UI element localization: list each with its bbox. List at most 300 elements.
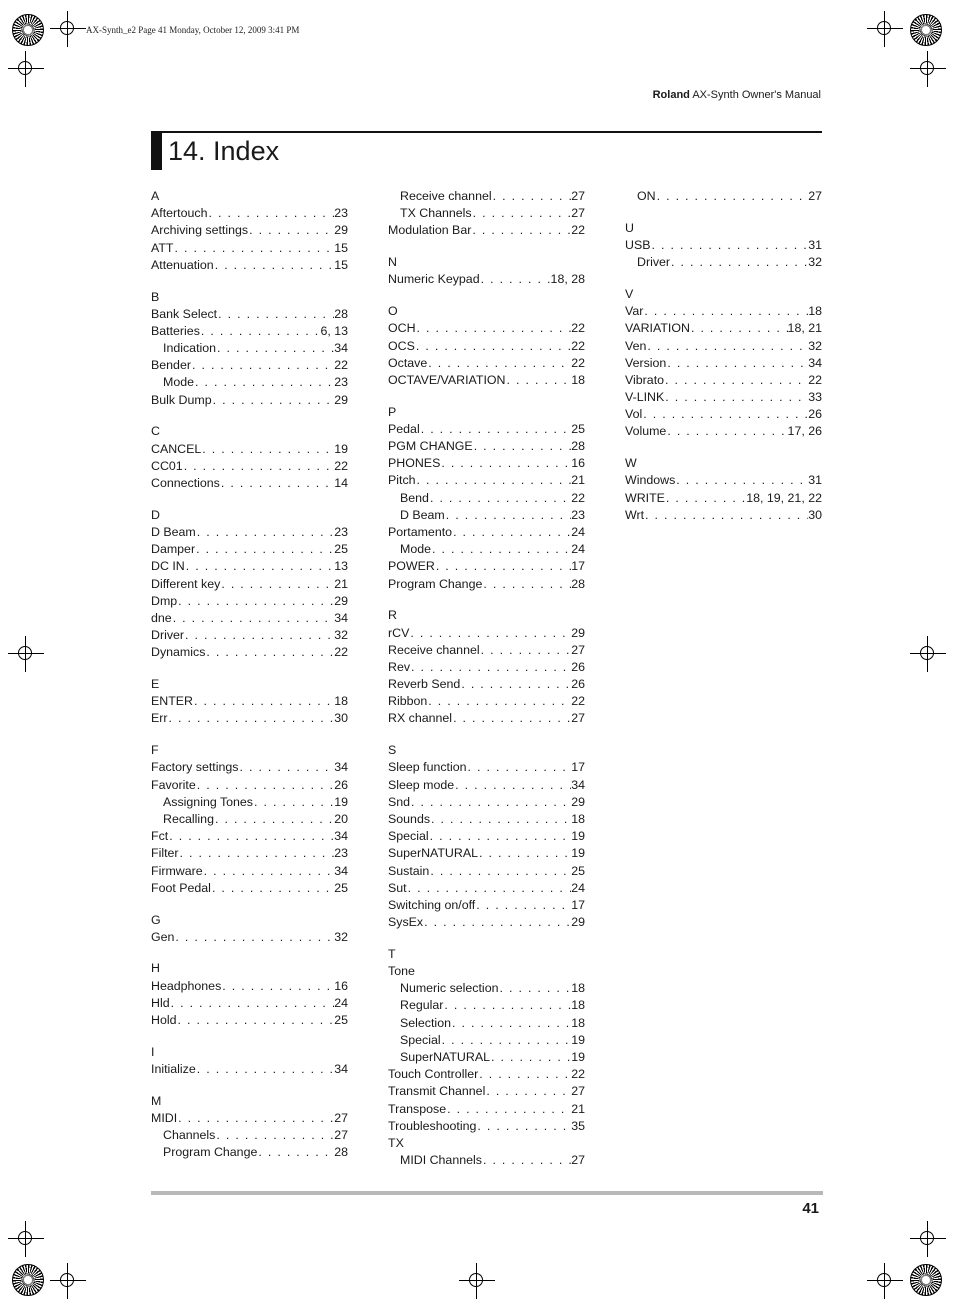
entry-term: Dmp bbox=[151, 593, 178, 608]
dot-leader bbox=[644, 507, 808, 524]
entry-page: 34 bbox=[334, 760, 348, 775]
dot-leader bbox=[215, 1127, 334, 1144]
dot-leader bbox=[664, 389, 808, 406]
entry-term: V-LINK bbox=[625, 390, 665, 405]
index-entry bbox=[151, 828, 348, 845]
dot-leader bbox=[482, 576, 571, 593]
entry-term: Transpose bbox=[388, 1101, 447, 1116]
index-entry bbox=[151, 593, 348, 610]
entry-page: 22 bbox=[571, 355, 585, 370]
entry-page: 17, 26 bbox=[787, 424, 822, 439]
index-entry bbox=[388, 659, 585, 676]
entry-term: Rev bbox=[388, 659, 411, 674]
index-entry bbox=[625, 472, 822, 489]
entry-term: Ven bbox=[625, 338, 647, 353]
entry-term: Gen bbox=[151, 929, 175, 944]
dot-leader bbox=[168, 828, 334, 845]
index-entry bbox=[151, 1110, 348, 1127]
index-subentry bbox=[625, 254, 822, 271]
dot-leader bbox=[220, 576, 334, 593]
index-entry bbox=[388, 338, 585, 355]
index-entry bbox=[625, 372, 822, 389]
entry-term: SysEx bbox=[388, 915, 424, 930]
index-section-letter: N bbox=[388, 255, 397, 270]
entry-page: 17 bbox=[571, 559, 585, 574]
index-entry bbox=[151, 475, 348, 492]
entry-term: Pedal bbox=[388, 421, 420, 436]
entry-term: SuperNATURAL bbox=[400, 1050, 490, 1064]
entry-term: Firmware bbox=[151, 863, 203, 878]
entry-page: 21 bbox=[571, 1101, 585, 1116]
entry-page: 34 bbox=[808, 355, 822, 370]
index-entry bbox=[151, 644, 348, 661]
entry-term: ATT bbox=[151, 240, 174, 255]
index-section-letter: B bbox=[151, 289, 160, 304]
entry-term: PGM CHANGE bbox=[388, 439, 473, 454]
index-subentry bbox=[388, 1015, 585, 1032]
entry-page: 34 bbox=[334, 610, 348, 625]
entry-term: Ribbon bbox=[388, 694, 428, 709]
index-entry bbox=[151, 759, 348, 776]
entry-page: 27 bbox=[808, 189, 822, 203]
index-entry bbox=[151, 392, 348, 409]
dot-leader bbox=[176, 1012, 334, 1029]
entry-page: 25 bbox=[334, 542, 348, 557]
section-gap bbox=[151, 946, 348, 961]
index-entry bbox=[388, 455, 585, 472]
entry-term: Regular bbox=[400, 998, 444, 1013]
entry-page: 19 bbox=[334, 441, 348, 456]
dot-leader bbox=[217, 306, 334, 323]
dot-leader bbox=[440, 455, 571, 472]
registration-mark-icon bbox=[910, 636, 946, 672]
index-column-3 bbox=[625, 188, 822, 524]
entry-term: dne bbox=[151, 610, 172, 625]
section-gap bbox=[625, 441, 822, 456]
dot-leader bbox=[416, 320, 572, 337]
section-gap bbox=[388, 389, 585, 404]
entry-term: MIDI Channels bbox=[400, 1153, 482, 1168]
section-gap bbox=[388, 289, 585, 304]
running-header bbox=[653, 89, 821, 101]
index-entry bbox=[388, 845, 585, 862]
dot-leader bbox=[429, 490, 571, 507]
dot-leader bbox=[427, 693, 571, 710]
entry-page: 27 bbox=[571, 189, 585, 203]
dot-leader bbox=[423, 914, 571, 931]
entry-page: 22 bbox=[571, 694, 585, 709]
index-entry bbox=[388, 676, 585, 693]
entry-page: 14 bbox=[334, 476, 348, 490]
entry-page: 15 bbox=[334, 240, 348, 255]
dot-leader bbox=[485, 1083, 571, 1100]
entry-term: Driver bbox=[637, 255, 671, 270]
dot-leader bbox=[221, 978, 334, 995]
index-entry bbox=[151, 610, 348, 627]
index-entry bbox=[388, 828, 585, 845]
entry-page: 22 bbox=[571, 338, 585, 353]
dot-leader bbox=[475, 897, 571, 914]
entry-term: SuperNATURAL bbox=[388, 846, 478, 861]
index-section-letter: V bbox=[625, 286, 634, 301]
section-gap bbox=[151, 897, 348, 912]
dot-leader bbox=[482, 1152, 571, 1169]
entry-term: Pitch bbox=[388, 473, 416, 488]
dot-leader bbox=[443, 997, 571, 1014]
entry-term: Damper bbox=[151, 542, 196, 557]
entry-page: 18, 19, 21, 22 bbox=[746, 490, 822, 505]
index-entry bbox=[388, 1118, 585, 1135]
entry-term: Err bbox=[151, 711, 168, 726]
entry-term: Connections bbox=[151, 476, 220, 490]
entry-page: 29 bbox=[334, 593, 348, 608]
entry-page: 26 bbox=[334, 777, 348, 792]
entry-term: TX bbox=[388, 1135, 404, 1150]
entry-term: Modulation Bar bbox=[388, 223, 472, 238]
entry-term: RX channel bbox=[388, 711, 453, 726]
dot-leader bbox=[666, 355, 808, 372]
entry-term: Troubleshooting bbox=[388, 1118, 477, 1133]
index-entry bbox=[388, 963, 585, 980]
title-bar bbox=[151, 133, 162, 170]
dot-leader bbox=[480, 642, 572, 659]
entry-page: 17 bbox=[571, 897, 585, 912]
entry-page: 18, 28 bbox=[550, 272, 585, 287]
index-entry bbox=[625, 507, 822, 524]
entry-page: 25 bbox=[571, 421, 585, 436]
entry-term: Version bbox=[625, 355, 667, 370]
index-entry bbox=[388, 693, 585, 710]
entry-page: 28 bbox=[334, 306, 348, 321]
color-target-bottom-right-icon bbox=[910, 1264, 942, 1296]
entry-term: Factory settings bbox=[151, 760, 239, 775]
index-subentry bbox=[388, 507, 585, 524]
entry-page: 31 bbox=[808, 237, 822, 252]
index-subentry bbox=[151, 374, 348, 391]
index-entry bbox=[151, 441, 348, 458]
entry-page: 29 bbox=[571, 625, 585, 640]
entry-term: ON bbox=[637, 189, 656, 203]
registration-mark-icon bbox=[8, 51, 44, 87]
entry-page: 27 bbox=[334, 1110, 348, 1125]
index-entry bbox=[151, 1061, 348, 1078]
entry-term: Different key bbox=[151, 576, 221, 591]
entry-page: 34 bbox=[334, 829, 348, 844]
index-subentry bbox=[388, 997, 585, 1014]
index-entry bbox=[388, 710, 585, 727]
entry-page: 22 bbox=[571, 321, 585, 336]
entry-page: 26 bbox=[571, 677, 585, 692]
entry-term: Vol bbox=[625, 407, 643, 422]
index-section-letter: H bbox=[151, 961, 160, 976]
index-entry bbox=[151, 205, 348, 222]
dot-leader bbox=[665, 490, 746, 507]
index-subentry bbox=[388, 490, 585, 507]
entry-page: 18 bbox=[571, 981, 585, 996]
entry-term: Mode bbox=[400, 542, 431, 557]
index-entry bbox=[151, 222, 348, 239]
entry-page: 23 bbox=[571, 507, 585, 522]
dot-leader bbox=[415, 338, 571, 355]
section-gap bbox=[151, 661, 348, 676]
entry-term: Sleep mode bbox=[388, 777, 455, 792]
entry-page: 26 bbox=[808, 407, 822, 422]
registration-mark-icon bbox=[8, 1221, 44, 1257]
section-gap bbox=[151, 274, 348, 289]
index-entry bbox=[388, 438, 585, 455]
dot-leader bbox=[472, 205, 572, 222]
dot-leader bbox=[646, 338, 808, 355]
index-column-1 bbox=[151, 188, 348, 1162]
footer-rule bbox=[151, 1191, 823, 1195]
dot-leader bbox=[194, 374, 334, 391]
index-entry bbox=[625, 320, 822, 337]
entry-term: Hld bbox=[151, 995, 170, 1010]
index-subentry bbox=[151, 340, 348, 357]
section-gap bbox=[388, 240, 585, 255]
dot-leader bbox=[201, 441, 334, 458]
entry-page: 34 bbox=[334, 341, 348, 356]
entry-term: Foot Pedal bbox=[151, 880, 211, 895]
section-gap bbox=[388, 593, 585, 608]
index-entry bbox=[388, 222, 585, 239]
index-subentry bbox=[388, 188, 585, 205]
index-entry bbox=[151, 929, 348, 946]
entry-term: ENTER bbox=[151, 694, 193, 709]
section-gap bbox=[151, 492, 348, 507]
dot-leader bbox=[643, 303, 808, 320]
section-gap bbox=[151, 409, 348, 424]
index-entry bbox=[388, 1135, 585, 1152]
index-section-letter: T bbox=[388, 946, 396, 961]
dot-leader bbox=[410, 659, 571, 676]
entry-term: Dynamics bbox=[151, 645, 206, 660]
entry-term: TX Channels bbox=[400, 206, 472, 221]
dot-leader bbox=[460, 676, 571, 693]
entry-page: 30 bbox=[334, 711, 348, 726]
entry-term: Bulk Dump bbox=[151, 392, 212, 407]
dot-leader bbox=[416, 472, 572, 489]
index-entry bbox=[625, 355, 822, 372]
dot-leader bbox=[170, 995, 335, 1012]
entry-term: Octave bbox=[388, 355, 428, 370]
entry-term: Archiving settings bbox=[151, 223, 249, 238]
index-subentry bbox=[151, 811, 348, 828]
index-entry bbox=[151, 845, 348, 862]
section-gap bbox=[151, 728, 348, 743]
index-entry bbox=[388, 625, 585, 642]
dot-leader bbox=[467, 759, 572, 776]
entry-page: 24 bbox=[571, 542, 585, 557]
entry-page: 21 bbox=[334, 576, 348, 591]
dot-leader bbox=[430, 811, 571, 828]
dot-leader bbox=[429, 863, 571, 880]
index-entry bbox=[625, 389, 822, 406]
entry-term: Sleep function bbox=[388, 760, 467, 775]
dot-leader bbox=[642, 406, 808, 423]
index-entry bbox=[625, 237, 822, 254]
entry-term: Selection bbox=[400, 1015, 451, 1030]
dot-leader bbox=[480, 271, 551, 288]
section-gap bbox=[151, 1078, 348, 1093]
index-entry bbox=[151, 880, 348, 897]
index-section-letter: E bbox=[151, 677, 160, 692]
index-entry bbox=[388, 642, 585, 659]
entry-page: 32 bbox=[808, 338, 822, 353]
entry-page: 34 bbox=[571, 777, 585, 792]
dot-leader bbox=[410, 794, 571, 811]
dot-leader bbox=[492, 188, 572, 205]
entry-term: Var bbox=[625, 304, 644, 319]
entry-page: 32 bbox=[334, 628, 348, 643]
dot-leader bbox=[220, 475, 334, 492]
dot-leader bbox=[650, 237, 808, 254]
page-title: 14. Index bbox=[168, 136, 280, 166]
index-entry bbox=[151, 627, 348, 644]
registration-mark-icon bbox=[459, 1263, 495, 1299]
entry-term: Batteries bbox=[151, 323, 200, 338]
dot-leader bbox=[478, 845, 571, 862]
index-entry bbox=[388, 558, 585, 575]
dot-leader bbox=[203, 863, 335, 880]
index-entry bbox=[625, 303, 822, 320]
dot-leader bbox=[445, 507, 571, 524]
entry-page: 27 bbox=[571, 206, 585, 221]
entry-term: Filter bbox=[151, 846, 179, 861]
dot-leader bbox=[435, 558, 571, 575]
entry-page: 25 bbox=[571, 863, 585, 878]
entry-term: Numeric Keypad bbox=[388, 272, 480, 287]
dot-leader bbox=[196, 777, 334, 794]
entry-page: 22 bbox=[334, 645, 348, 660]
section-gap bbox=[388, 728, 585, 743]
dot-leader bbox=[183, 458, 335, 475]
dot-leader bbox=[216, 340, 334, 357]
entry-page: 17 bbox=[571, 760, 585, 775]
entry-page: 19 bbox=[571, 829, 585, 844]
entry-page: 34 bbox=[334, 863, 348, 878]
index-section-letter: R bbox=[388, 608, 397, 623]
entry-page: 23 bbox=[334, 846, 348, 861]
entry-page: 20 bbox=[334, 811, 348, 826]
registration-mark-icon bbox=[867, 11, 903, 47]
entry-term: USB bbox=[625, 237, 651, 252]
entry-term: D Beam bbox=[151, 524, 196, 539]
index-subentry bbox=[388, 1032, 585, 1049]
color-target-top-right-icon bbox=[910, 14, 942, 46]
entry-term: Volume bbox=[625, 424, 667, 439]
section-gap bbox=[625, 271, 822, 286]
entry-term: Switching on/off bbox=[388, 897, 476, 912]
index-entry bbox=[151, 863, 348, 880]
entry-term: Program Change bbox=[163, 1145, 258, 1160]
registration-mark-icon bbox=[8, 636, 44, 672]
entry-term: Attenuation bbox=[151, 257, 214, 272]
index-entry bbox=[388, 777, 585, 794]
index-section-letter: G bbox=[151, 912, 161, 927]
index-entry bbox=[388, 811, 585, 828]
entry-term: Channels bbox=[163, 1128, 216, 1143]
index-entry bbox=[151, 777, 348, 794]
entry-term: Receive channel bbox=[388, 642, 480, 657]
dot-leader bbox=[476, 1118, 571, 1135]
index-entry bbox=[388, 1066, 585, 1083]
index-subentry bbox=[625, 188, 822, 205]
index-entry bbox=[388, 472, 585, 489]
index-subentry bbox=[151, 1144, 348, 1161]
index-entry bbox=[388, 759, 585, 776]
entry-term: OCS bbox=[388, 338, 415, 353]
entry-page: 16 bbox=[571, 456, 585, 471]
index-subentry bbox=[388, 541, 585, 558]
entry-page: 22 bbox=[808, 372, 822, 387]
dot-leader bbox=[177, 593, 334, 610]
entry-page: 23 bbox=[334, 206, 348, 221]
registration-mark-icon bbox=[910, 1221, 946, 1257]
entry-page: 18 bbox=[334, 694, 348, 709]
index-entry bbox=[151, 357, 348, 374]
dot-leader bbox=[431, 541, 571, 558]
entry-term: DC IN bbox=[151, 559, 185, 574]
dot-leader bbox=[664, 372, 808, 389]
dot-leader bbox=[177, 1110, 334, 1127]
entry-page: 22 bbox=[571, 1067, 585, 1082]
dot-leader bbox=[454, 777, 571, 794]
index-entry bbox=[151, 524, 348, 541]
dot-leader bbox=[675, 472, 808, 489]
index-column-2 bbox=[388, 188, 585, 1169]
entry-page: 18 bbox=[571, 998, 585, 1013]
entry-page: 25 bbox=[334, 1013, 348, 1028]
index-entry bbox=[625, 423, 822, 440]
entry-page: 27 bbox=[334, 1128, 348, 1143]
entry-page: 29 bbox=[334, 223, 348, 238]
entry-page: 22 bbox=[334, 458, 348, 473]
dot-leader bbox=[196, 1061, 334, 1078]
entry-term: PHONES bbox=[388, 456, 441, 471]
dot-leader bbox=[172, 610, 335, 627]
index-entry bbox=[151, 558, 348, 575]
index-entry bbox=[388, 372, 585, 389]
entry-term: Hold bbox=[151, 1013, 177, 1028]
entry-term: Portamento bbox=[388, 524, 453, 539]
manual-title: AX-Synth Owner's Manual bbox=[692, 89, 821, 101]
entry-page: 19 bbox=[571, 1050, 585, 1064]
color-target-top-left-icon bbox=[12, 14, 44, 46]
dot-leader bbox=[441, 1032, 572, 1049]
entry-term: Favorite bbox=[151, 777, 196, 792]
entry-page: 23 bbox=[334, 375, 348, 390]
print-slug: AX-Synth_e2 Page 41 Monday, October 12, 2009 3:41 PM bbox=[86, 25, 300, 35]
entry-page: 26 bbox=[571, 659, 585, 674]
entry-term: D Beam bbox=[400, 507, 445, 522]
entry-page: 27 bbox=[571, 1084, 585, 1099]
index-section-letter: O bbox=[388, 304, 398, 319]
index-section-letter: U bbox=[625, 220, 634, 235]
index-entry bbox=[388, 1101, 585, 1118]
index-subentry bbox=[388, 1049, 585, 1066]
entry-page: 29 bbox=[334, 392, 348, 407]
dot-leader bbox=[214, 811, 334, 828]
entry-page: 6, 13 bbox=[320, 323, 348, 338]
entry-page: 27 bbox=[571, 1153, 585, 1168]
dot-leader bbox=[420, 421, 572, 438]
dot-leader bbox=[452, 710, 571, 727]
entry-term: Vibrato bbox=[625, 372, 665, 387]
entry-page: 24 bbox=[334, 995, 348, 1010]
entry-page: 34 bbox=[334, 1062, 348, 1076]
index-entry bbox=[151, 306, 348, 323]
